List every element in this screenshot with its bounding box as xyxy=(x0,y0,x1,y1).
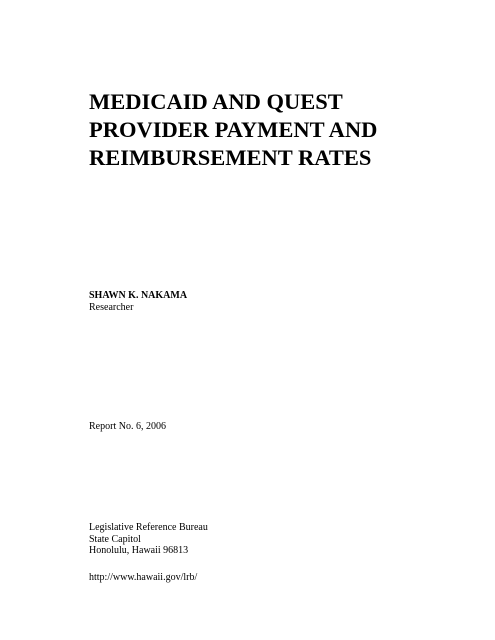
publisher-line: State Capitol xyxy=(89,533,141,545)
report-number: Report No. 6, 2006 xyxy=(89,421,166,432)
publisher-address xyxy=(89,522,208,557)
publisher-line: Honolulu, Hawaii 96813 xyxy=(89,545,189,556)
author-role: Researcher xyxy=(89,302,134,313)
title-line: REIMBURSEMENT RATES xyxy=(89,145,372,170)
title-line: PROVIDER PAYMENT AND xyxy=(89,117,378,142)
author-name: SHAWN K. NAKAMA xyxy=(89,290,188,301)
author-block xyxy=(89,290,187,314)
publisher-url: http://www.hawaii.gov/lrb/ xyxy=(89,572,198,583)
publisher-line: Legislative Reference Bureau xyxy=(89,522,208,533)
title-line: MEDICAID AND QUEST xyxy=(89,89,343,114)
report-title xyxy=(89,88,469,172)
